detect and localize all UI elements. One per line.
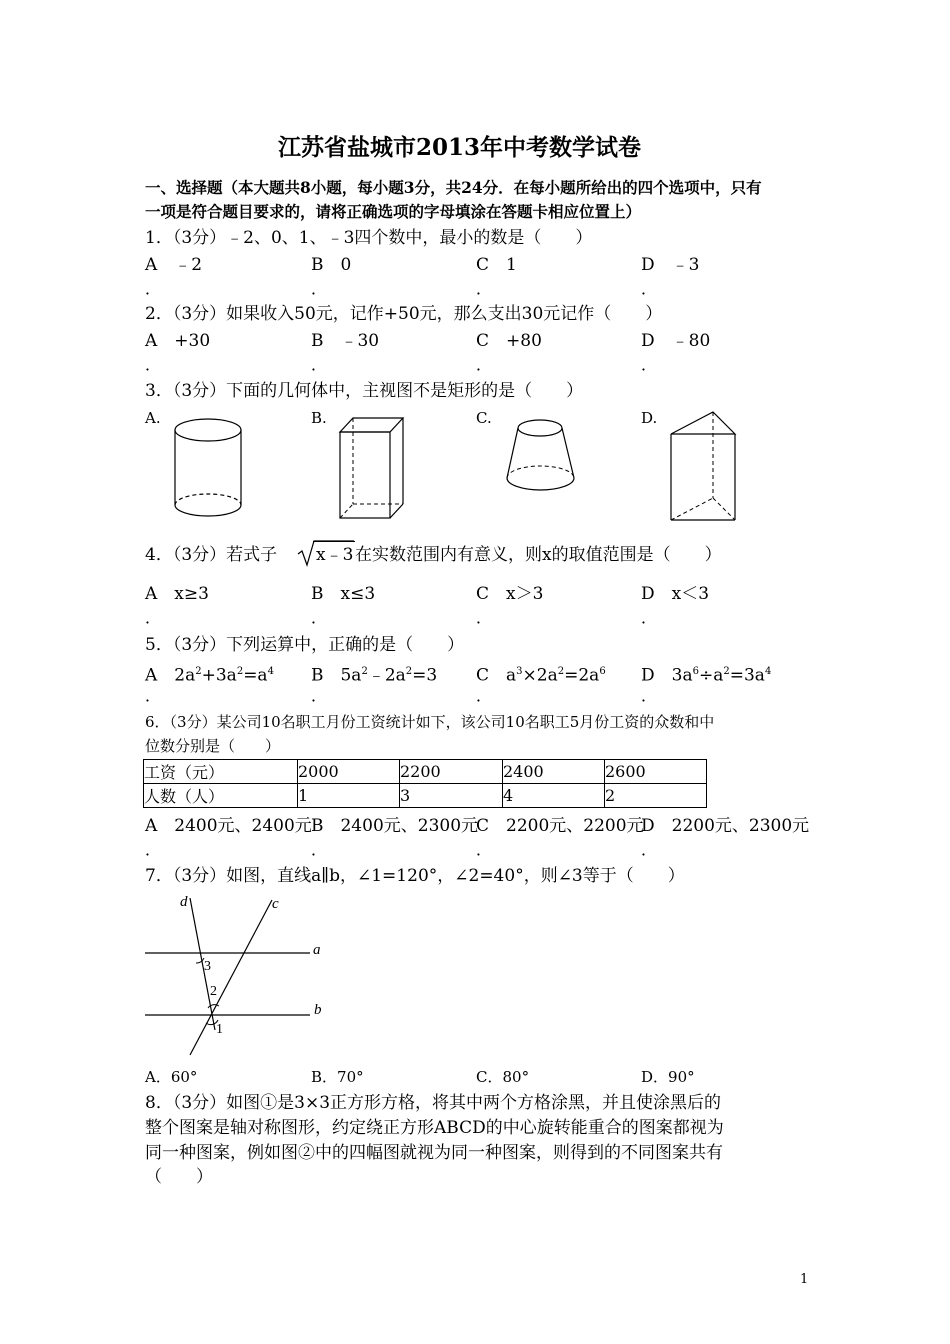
q2-option-c: C +80	[476, 331, 542, 351]
section-heading-line1: 一、选择题（本大题共8小题，每小题3分，共24分．在每小题所给出的四个选项中，只有	[145, 178, 762, 197]
q4-option-c: C x＞3	[476, 584, 544, 604]
q6-stem-line1: 6．（3分）某公司10名职工月份工资统计如下，该公司10名职工5月份工资的众数和中	[145, 713, 715, 731]
option-dot: ．	[145, 840, 162, 859]
q5-option-a: A $2a^2+3a^2=a^4$	[145, 665, 274, 686]
option-dot: ．	[145, 686, 162, 705]
option-dot: ．	[641, 686, 658, 705]
q7-option-a: A．60°	[145, 1068, 198, 1086]
option-dot: ．	[145, 355, 162, 374]
option-dot: ．	[145, 279, 162, 298]
label-angle-3: 3	[204, 959, 211, 974]
q6-option-a: A 2400元、2400元	[145, 816, 312, 836]
q3-stem: 3．（3分）下面的几何体中，主视图不是矩形的是（ ）	[145, 381, 584, 401]
q4-radicand: x﹣3	[316, 545, 354, 565]
radical-sign	[296, 539, 316, 567]
frustum-figure	[500, 412, 585, 502]
option-dot: ．	[641, 608, 658, 627]
table-cell: 2600	[605, 760, 707, 784]
option-dot: ．	[311, 279, 328, 298]
option-dot: ．	[311, 355, 328, 374]
table-row	[144, 760, 707, 784]
triangular-prism-figure	[665, 408, 745, 528]
q4-option-b: B x≤3	[311, 584, 376, 604]
q1-option-b: B 0	[311, 255, 352, 275]
table-row	[144, 784, 707, 808]
label-angle-1: 1	[216, 1022, 223, 1037]
page-title: 江苏省盐城市2013年中考数学试卷	[278, 134, 642, 161]
q5-option-d: D $3a^6\div a^2=3a^4$	[641, 665, 772, 686]
q8-stem-line1: 8．（3分）如图①是3×3正方形方格，将其中两个方格涂黑，并且使涂黑后的	[145, 1093, 722, 1113]
prism-figure	[335, 412, 415, 527]
q2-stem: 2．（3分）如果收入50元，记作+50元，那么支出30元记作（ ）	[145, 304, 663, 324]
q7-option-d: D．90°	[641, 1068, 695, 1086]
option-dot: ．	[641, 840, 658, 859]
label-c: c	[272, 896, 279, 912]
q4-option-a: A x≥3	[145, 584, 209, 604]
table-cell: 2200	[400, 760, 503, 784]
table-cell: 人数（人）	[144, 784, 298, 808]
label-b: b	[314, 1002, 322, 1018]
option-dot: ．	[476, 840, 493, 859]
q1-option-c: C 1	[476, 255, 517, 275]
q2-option-b: B ﹣30	[311, 331, 380, 351]
salary-table	[143, 759, 707, 808]
q5-option-b: B $5a^2﹣2a^2=3$	[311, 665, 438, 686]
q3-option-c: C.	[476, 409, 492, 427]
q4-stem-pre: 4．（3分）若式子	[145, 545, 278, 565]
section-heading-line2: 一项是符合题目要求的，请将正确选项的字母填涂在答题卡相应位置上）	[145, 202, 642, 221]
table-cell: 工资（元）	[144, 760, 298, 784]
q1-option-d: D ﹣3	[641, 255, 700, 275]
option-dot: ．	[641, 355, 658, 374]
option-dot: ．	[311, 840, 328, 859]
q5-option-c: C $a^3\times 2a^2=2a^6$	[476, 665, 606, 686]
q6-option-c: C 2200元、2200元	[476, 816, 644, 836]
label-d: d	[180, 894, 188, 910]
option-dot: ．	[476, 686, 493, 705]
q6-option-b: B 2400元、2300元	[311, 816, 479, 836]
option-dot: ．	[311, 686, 328, 705]
option-dot: ．	[311, 608, 328, 627]
table-cell: 1	[298, 784, 400, 808]
q4-stem-post: 在实数范围内有意义，则x的取值范围是（ ）	[355, 545, 722, 565]
q3-option-b: B.	[311, 409, 327, 427]
option-dot: ．	[476, 355, 493, 374]
table-cell: 2400	[503, 760, 605, 784]
page-number: 1	[800, 1272, 809, 1287]
option-dot: ．	[145, 608, 162, 627]
parallel-lines-figure	[140, 890, 340, 1060]
label-angle-2: 2	[210, 984, 217, 999]
cylinder-figure	[170, 412, 250, 522]
option-dot: ．	[476, 608, 493, 627]
q8-stem-line4: （ ）	[145, 1167, 213, 1187]
q7-option-c: C．80°	[476, 1068, 530, 1086]
q5-stem: 5．（3分）下列运算中，正确的是（ ）	[145, 635, 465, 655]
table-cell: 4	[503, 784, 605, 808]
table-cell: 2000	[298, 760, 400, 784]
q7-stem: 7．（3分）如图，直线a∥b，∠1=120°，∠2=40°，则∠3等于（ ）	[145, 866, 685, 886]
q7-option-b: B．70°	[311, 1068, 364, 1086]
q1-stem: 1．（3分）﹣2、0、1、﹣3四个数中，最小的数是（ ）	[145, 228, 593, 248]
table-cell: 2	[605, 784, 707, 808]
option-dot: ．	[476, 279, 493, 298]
table-cell: 3	[400, 784, 503, 808]
label-a: a	[313, 942, 321, 958]
q6-stem-line2: 位数分别是（ ）	[145, 737, 281, 755]
option-dot: ．	[641, 279, 658, 298]
q3-option-a: A.	[145, 409, 161, 427]
q3-option-d: D.	[641, 409, 658, 427]
q1-option-a: A ﹣2	[145, 255, 203, 275]
q4-option-d: D x＜3	[641, 584, 710, 604]
q8-stem-line2: 整个图案是轴对称图形，约定绕正方形ABCD的中心旋转能重合的图案都视为	[145, 1118, 724, 1138]
q2-option-a: A +30	[145, 331, 211, 351]
q6-option-d: D 2200元、2300元	[641, 816, 810, 836]
q2-option-d: D ﹣80	[641, 331, 711, 351]
q8-stem-line3: 同一种图案，例如图②中的四幅图就视为同一种图案，则得到的不同图案共有	[145, 1143, 723, 1163]
